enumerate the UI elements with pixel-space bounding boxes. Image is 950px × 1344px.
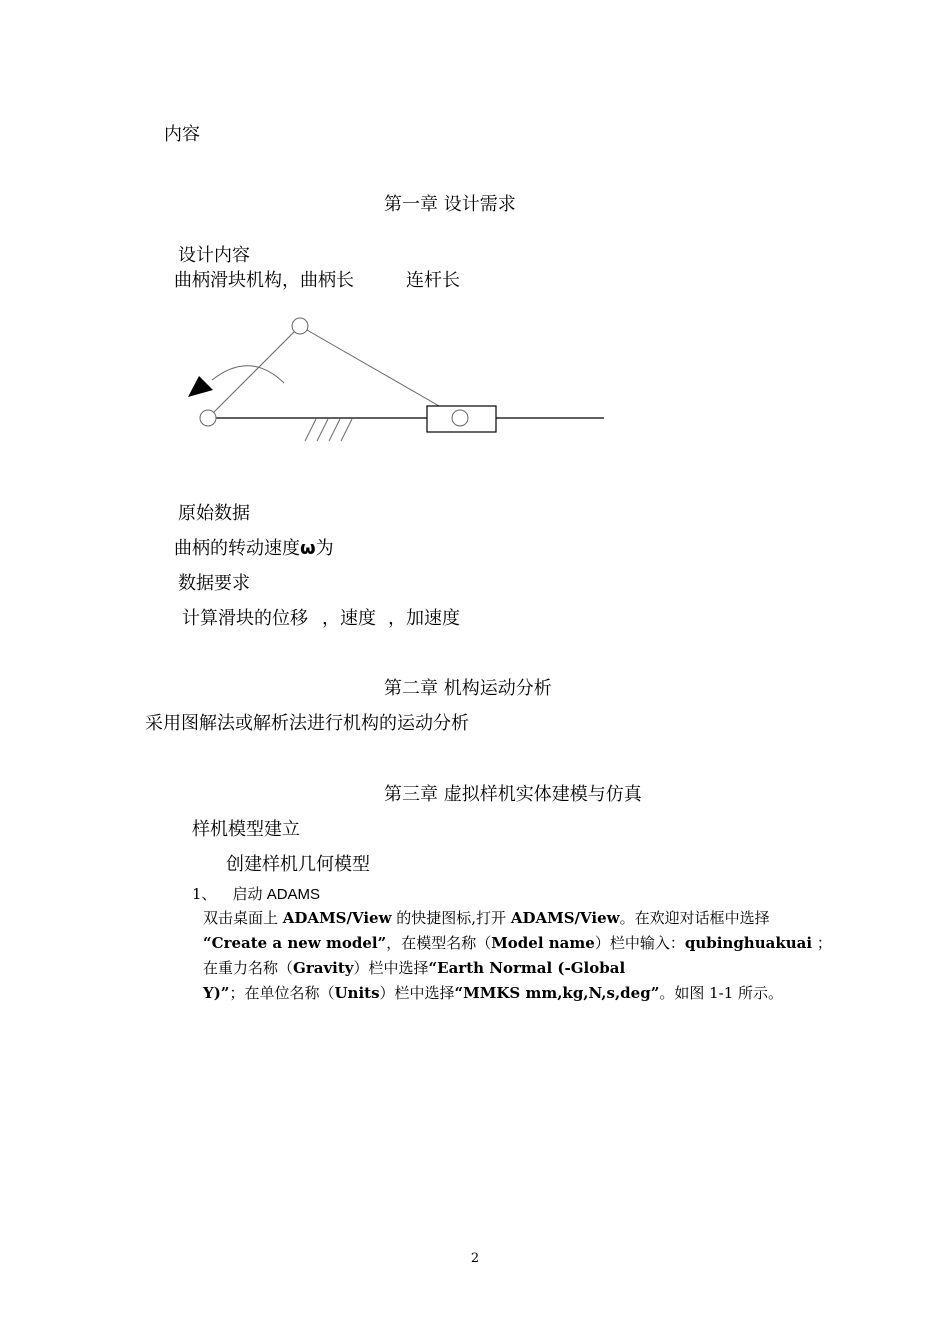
para-text-bold: “Create a new model” <box>203 934 387 952</box>
section-title: 样机模型建立 <box>192 819 300 840</box>
para-text: ）栏中选择 <box>353 959 429 977</box>
para-text: ，在模型名称（ <box>386 934 492 952</box>
paragraph-line-3 <box>203 958 625 978</box>
para-text: ； <box>812 934 832 952</box>
paragraph-line-1 <box>203 908 770 928</box>
data-requirement-label: 数据要求 <box>178 573 250 594</box>
crank-speed-line <box>174 538 334 560</box>
para-text: ）栏中选择 <box>379 984 455 1002</box>
para-text: 。如图 1-1 所示。 <box>659 984 784 1002</box>
slider-crank-diagram <box>0 0 950 500</box>
design-content-label: 设计内容 <box>178 245 250 266</box>
ground-hatch-icon <box>305 419 352 441</box>
subsection-title: 创建样机几何模型 <box>226 854 370 875</box>
ground-pivot-circle <box>200 410 216 426</box>
crank-speed-suffix: 为 <box>315 538 334 559</box>
crank-joint-circle <box>292 318 308 334</box>
paragraph-line-2 <box>203 933 832 953</box>
compute-velocity: ，速度 <box>322 608 376 629</box>
step-number: 1、 <box>192 885 217 903</box>
crank-link <box>208 326 300 418</box>
mechanism-prefix: 曲柄滑块机构，曲柄长 <box>174 270 354 291</box>
para-text: ；在单位名称（ <box>229 984 335 1002</box>
compute-prefix: 计算滑块的位移 <box>182 608 308 629</box>
original-data-label: 原始数据 <box>178 503 250 524</box>
para-text-bold: Model name <box>491 934 595 952</box>
chapter1-title: 第一章 设计需求 <box>384 194 516 215</box>
slider-pivot-circle <box>452 410 468 426</box>
contents-heading: 内容 <box>164 124 200 145</box>
chapter2-title: 第二章 机构运动分析 <box>384 678 552 699</box>
para-text-bold: Gravity <box>293 959 354 977</box>
compute-acceleration: ，加速度 <box>388 608 460 629</box>
crank-speed-prefix: 曲柄的转动速度 <box>174 538 300 559</box>
para-text-bold: “Earth Normal (-Global <box>428 959 626 977</box>
step-heading <box>192 884 320 905</box>
compute-requirement-line <box>182 608 460 630</box>
para-text-bold: ADAMS/View <box>510 909 620 927</box>
para-text-bold: Y)” <box>203 984 230 1002</box>
para-text: 。在欢迎对话框中选择 <box>619 909 770 927</box>
para-text-bold: Units <box>334 984 380 1002</box>
omega-symbol: ω <box>300 538 316 559</box>
page-number: 2 <box>470 1251 480 1266</box>
para-text-bold: “MMKS mm,kg,N,s,deg” <box>454 984 660 1002</box>
rotation-arrowhead-icon <box>188 376 213 397</box>
para-text: 的快捷图标,打开 <box>391 909 511 927</box>
chapter3-title: 第三章 虚拟样机实体建模与仿真 <box>384 784 642 805</box>
connecting-rod-label: 连杆长 <box>406 270 460 291</box>
paragraph-line-4 <box>203 983 783 1003</box>
chapter2-body: 采用图解法或解析法进行机构的运动分析 <box>145 713 469 734</box>
para-text: 双击桌面上 <box>203 909 283 927</box>
para-text: ）栏中输入： <box>594 934 685 952</box>
rotation-arc <box>212 366 284 383</box>
para-text: 在重力名称（ <box>203 959 294 977</box>
connecting-rod-link <box>300 326 460 418</box>
para-text-bold: ADAMS/View <box>282 909 392 927</box>
step-title: 启动 ADAMS <box>232 886 321 903</box>
para-text-bold: qubinghuakuai <box>684 934 813 952</box>
